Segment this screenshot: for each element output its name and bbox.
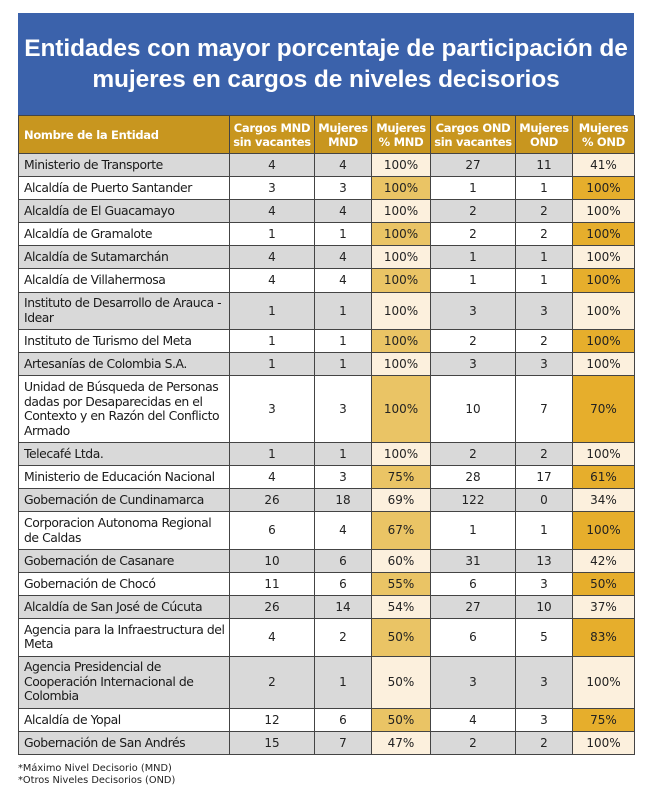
cell-cargos-mnd: 6 [230,512,315,550]
cell-cargos-ond: 27 [431,596,516,619]
cell-pct-ond: 50% [573,572,635,595]
table-row [19,572,635,595]
cell-mujeres-ond: 0 [516,489,573,512]
footnote-ond: *Otros Niveles Decisorios (OND) [18,775,176,787]
cell-cargos-ond: 1 [431,512,516,550]
cell-pct-ond: 42% [573,549,635,572]
table-row [19,269,635,292]
cell-entity-name: Agencia Presidencial de Cooperación Internacional de Colombia [19,656,230,708]
table-row [19,376,635,443]
cell-mujeres-mnd: 1 [315,223,372,246]
cell-cargos-ond: 28 [431,466,516,489]
cell-entity-name: Alcaldía de Sutamarchán [19,246,230,269]
cell-cargos-ond: 2 [431,223,516,246]
cell-pct-ond: 100% [573,512,635,550]
cell-cargos-ond: 2 [431,731,516,754]
cell-entity-name: Alcaldía de Yopal [19,708,230,731]
cell-entity-name: Instituto de Desarrollo de Arauca - Idear [19,292,230,330]
table-row [19,489,635,512]
cell-cargos-mnd: 4 [230,246,315,269]
cell-pct-mnd: 100% [372,376,431,443]
cell-mujeres-ond: 2 [516,442,573,465]
cell-pct-mnd: 100% [372,246,431,269]
cell-cargos-mnd: 1 [230,292,315,330]
cell-pct-ond: 100% [573,353,635,376]
cell-mujeres-ond: 3 [516,656,573,708]
cell-pct-mnd: 50% [372,619,431,657]
cell-cargos-mnd: 2 [230,656,315,708]
table-body [19,154,635,755]
table-row [19,731,635,754]
cell-cargos-ond: 27 [431,154,516,177]
cell-pct-ond: 83% [573,619,635,657]
column-header-pct-ond: Mujeres % OND [573,116,635,154]
cell-cargos-ond: 6 [431,619,516,657]
cell-pct-ond: 70% [573,376,635,443]
page-title: Entidades con mayor porcentaje de participación de mujeres en cargos de niveles decisorios [24,35,628,93]
cell-pct-mnd: 100% [372,200,431,223]
table-row [19,154,635,177]
cell-cargos-mnd: 12 [230,708,315,731]
cell-mujeres-ond: 2 [516,200,573,223]
cell-mujeres-mnd: 3 [315,466,372,489]
cell-pct-ond: 100% [573,246,635,269]
cell-cargos-ond: 2 [431,200,516,223]
cell-pct-mnd: 100% [372,269,431,292]
cell-cargos-mnd: 15 [230,731,315,754]
cell-mujeres-ond: 13 [516,549,573,572]
cell-cargos-mnd: 4 [230,154,315,177]
cell-pct-ond: 75% [573,708,635,731]
cell-cargos-mnd: 1 [230,353,315,376]
table-row [19,223,635,246]
cell-cargos-ond: 1 [431,246,516,269]
cell-pct-ond: 34% [573,489,635,512]
cell-mujeres-ond: 2 [516,330,573,353]
table-row [19,656,635,708]
entities-table [18,115,635,755]
cell-cargos-mnd: 4 [230,269,315,292]
cell-entity-name: Unidad de Búsqueda de Personas dadas por Desaparecidas en el Contexto y en Razón del Conflicto Armado [19,376,230,443]
cell-cargos-mnd: 1 [230,330,315,353]
column-header-name: Nombre de la Entidad [19,116,230,154]
cell-pct-ond: 100% [573,330,635,353]
cell-mujeres-ond: 5 [516,619,573,657]
cell-pct-mnd: 55% [372,572,431,595]
cell-mujeres-ond: 2 [516,223,573,246]
cell-pct-mnd: 100% [372,330,431,353]
cell-mujeres-ond: 10 [516,596,573,619]
cell-mujeres-mnd: 1 [315,442,372,465]
cell-mujeres-mnd: 6 [315,708,372,731]
cell-cargos-ond: 6 [431,572,516,595]
cell-cargos-ond: 3 [431,656,516,708]
table-row [19,708,635,731]
title-band [18,13,634,115]
infographic [18,0,634,755]
cell-cargos-mnd: 3 [230,376,315,443]
cell-pct-mnd: 100% [372,154,431,177]
cell-cargos-mnd: 26 [230,489,315,512]
column-header-cargos-ond: Cargos OND sin vacantes [431,116,516,154]
table-row [19,353,635,376]
cell-mujeres-mnd: 4 [315,200,372,223]
cell-mujeres-mnd: 14 [315,596,372,619]
cell-mujeres-mnd: 6 [315,572,372,595]
cell-pct-mnd: 100% [372,177,431,200]
table-row [19,330,635,353]
cell-mujeres-ond: 3 [516,292,573,330]
cell-pct-mnd: 67% [372,512,431,550]
cell-pct-mnd: 54% [372,596,431,619]
cell-mujeres-ond: 1 [516,269,573,292]
cell-cargos-mnd: 1 [230,223,315,246]
cell-mujeres-ond: 3 [516,708,573,731]
cell-mujeres-ond: 11 [516,154,573,177]
cell-pct-mnd: 47% [372,731,431,754]
cell-pct-mnd: 100% [372,223,431,246]
cell-cargos-mnd: 11 [230,572,315,595]
cell-cargos-ond: 1 [431,269,516,292]
cell-mujeres-mnd: 3 [315,376,372,443]
cell-pct-ond: 37% [573,596,635,619]
footnotes [18,763,655,796]
cell-cargos-ond: 2 [431,330,516,353]
cell-mujeres-mnd: 3 [315,177,372,200]
cell-cargos-mnd: 3 [230,177,315,200]
cell-mujeres-mnd: 7 [315,731,372,754]
cell-cargos-ond: 3 [431,353,516,376]
cell-pct-mnd: 100% [372,292,431,330]
cell-entity-name: Gobernación de Casanare [19,549,230,572]
cell-mujeres-mnd: 1 [315,292,372,330]
cell-entity-name: Telecafé Ltda. [19,442,230,465]
cell-mujeres-mnd: 4 [315,269,372,292]
cell-pct-ond: 100% [573,269,635,292]
column-header-cargos-mnd: Cargos MND sin vacantes [230,116,315,154]
cell-pct-ond: 41% [573,154,635,177]
cell-entity-name: Corporacion Autonoma Regional de Caldas [19,512,230,550]
cell-mujeres-mnd: 4 [315,512,372,550]
cell-mujeres-mnd: 1 [315,353,372,376]
cell-pct-ond: 100% [573,223,635,246]
cell-cargos-mnd: 1 [230,442,315,465]
cell-cargos-ond: 2 [431,442,516,465]
table-row [19,177,635,200]
column-header-pct-mnd: Mujeres % MND [372,116,431,154]
cell-entity-name: Alcaldía de Gramalote [19,223,230,246]
cell-cargos-ond: 3 [431,292,516,330]
cell-entity-name: Gobernación de Cundinamarca [19,489,230,512]
cell-entity-name: Ministerio de Transporte [19,154,230,177]
cell-pct-mnd: 100% [372,442,431,465]
cell-entity-name: Artesanías de Colombia S.A. [19,353,230,376]
cell-pct-mnd: 69% [372,489,431,512]
cell-pct-ond: 100% [573,442,635,465]
cell-cargos-mnd: 4 [230,466,315,489]
cell-cargos-ond: 122 [431,489,516,512]
cell-entity-name: Ministerio de Educación Nacional [19,466,230,489]
cell-pct-mnd: 50% [372,708,431,731]
cell-cargos-mnd: 26 [230,596,315,619]
cell-pct-ond: 100% [573,731,635,754]
cell-cargos-mnd: 4 [230,200,315,223]
table-row [19,619,635,657]
table-row [19,200,635,223]
cell-mujeres-mnd: 18 [315,489,372,512]
cell-mujeres-mnd: 4 [315,246,372,269]
cell-mujeres-ond: 1 [516,177,573,200]
cell-mujeres-ond: 1 [516,246,573,269]
cell-pct-mnd: 60% [372,549,431,572]
cell-pct-mnd: 75% [372,466,431,489]
cell-mujeres-mnd: 4 [315,154,372,177]
table-row [19,596,635,619]
cell-entity-name: Gobernación de San Andrés [19,731,230,754]
cell-entity-name: Alcaldía de El Guacamayo [19,200,230,223]
cell-entity-name: Alcaldía de Puerto Santander [19,177,230,200]
cell-entity-name: Alcaldía de San José de Cúcuta [19,596,230,619]
column-header-mujeres-mnd: Mujeres MND [315,116,372,154]
table-row [19,466,635,489]
cell-cargos-ond: 31 [431,549,516,572]
cell-mujeres-ond: 1 [516,512,573,550]
cell-mujeres-mnd: 1 [315,656,372,708]
cell-cargos-ond: 4 [431,708,516,731]
table-header-row [19,116,635,154]
footnote-mnd: *Máximo Nivel Decisorio (MND) [18,762,172,774]
cell-pct-mnd: 100% [372,353,431,376]
table-row [19,512,635,550]
cell-mujeres-mnd: 2 [315,619,372,657]
cell-cargos-ond: 1 [431,177,516,200]
cell-mujeres-ond: 2 [516,731,573,754]
cell-mujeres-mnd: 6 [315,549,372,572]
table-row [19,442,635,465]
table-row [19,292,635,330]
cell-cargos-mnd: 10 [230,549,315,572]
cell-mujeres-mnd: 1 [315,330,372,353]
cell-cargos-mnd: 4 [230,619,315,657]
cell-mujeres-ond: 3 [516,353,573,376]
cell-pct-ond: 100% [573,200,635,223]
cell-mujeres-ond: 3 [516,572,573,595]
cell-pct-ond: 100% [573,656,635,708]
cell-mujeres-ond: 17 [516,466,573,489]
cell-entity-name: Agencia para la Infraestructura del Meta [19,619,230,657]
cell-pct-ond: 100% [573,292,635,330]
cell-pct-ond: 61% [573,466,635,489]
cell-pct-ond: 100% [573,177,635,200]
cell-entity-name: Instituto de Turismo del Meta [19,330,230,353]
cell-mujeres-ond: 7 [516,376,573,443]
table-row [19,246,635,269]
cell-pct-mnd: 50% [372,656,431,708]
cell-cargos-ond: 10 [431,376,516,443]
cell-entity-name: Gobernación de Chocó [19,572,230,595]
cell-entity-name: Alcaldía de Villahermosa [19,269,230,292]
table-row [19,549,635,572]
column-header-mujeres-ond: Mujeres OND [516,116,573,154]
